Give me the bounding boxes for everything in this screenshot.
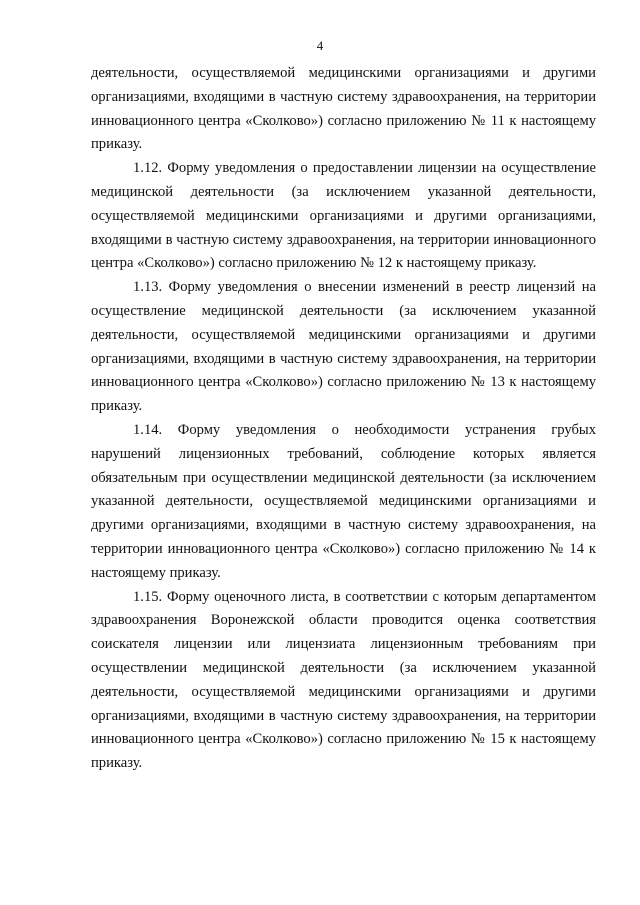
paragraph-1-13: 1.13. Форму уведомления о внесении изменений в реестр лицензий на осуществление медицинской деятельности (за исключением указанной деятельности, осуществляемой медицинскими организациями и другими организациями, входящими в частную систему здравоохранения, на территории инновационного центра «Сколково») согласно приложению № 13 к настоящему приказу.	[91, 279, 596, 415]
page-number: 4	[316, 38, 324, 53]
document-body	[91, 62, 596, 776]
paragraph-1-14: 1.14. Форму уведомления о необходимости устранения грубых нарушений лицензионных требований, соблюдение которых является обязательным при осуществлении медицинской деятельности (за исключением указанной деятельности, осуществляемой медицинскими организациями и другими организациями, входящими в частную систему здравоохранения, на территории инновационного центра «Сколково») согласно приложению № 14 к настоящему приказу.	[91, 421, 596, 581]
paragraph-continuation: деятельности, осуществляемой медицинскими организациями и другими организациями, входящими в частную систему здравоохранения, на территории инновационного центра «Сколково») согласно приложению № 11 к настоящему приказу.	[91, 65, 596, 153]
paragraph-1-15: 1.15. Форму оценочного листа, в соответствии с которым департаментом здравоохранения Воронежской области проводится оценка соответствия соискателя лицензии или лицензиата лицензионным требованиям при осуществлении медицинской деятельности (за исключением указанной деятельности, осуществляемой медицинскими организациями и другими организациями, входящими в частную систему здравоохранения, на территории инновационного центра «Сколково») согласно приложению № 15 к настоящему приказу.	[91, 588, 596, 772]
paragraph-1-12: 1.12. Форму уведомления о предоставлении лицензии на осуществление медицинской деятельности (за исключением указанной деятельности, осуществляемой медицинскими организациями и другими организациями, входящими в частную систему здравоохранения, на территории инновационного центра «Сколково») согласно приложению № 12 к настоящему приказу.	[91, 160, 596, 272]
